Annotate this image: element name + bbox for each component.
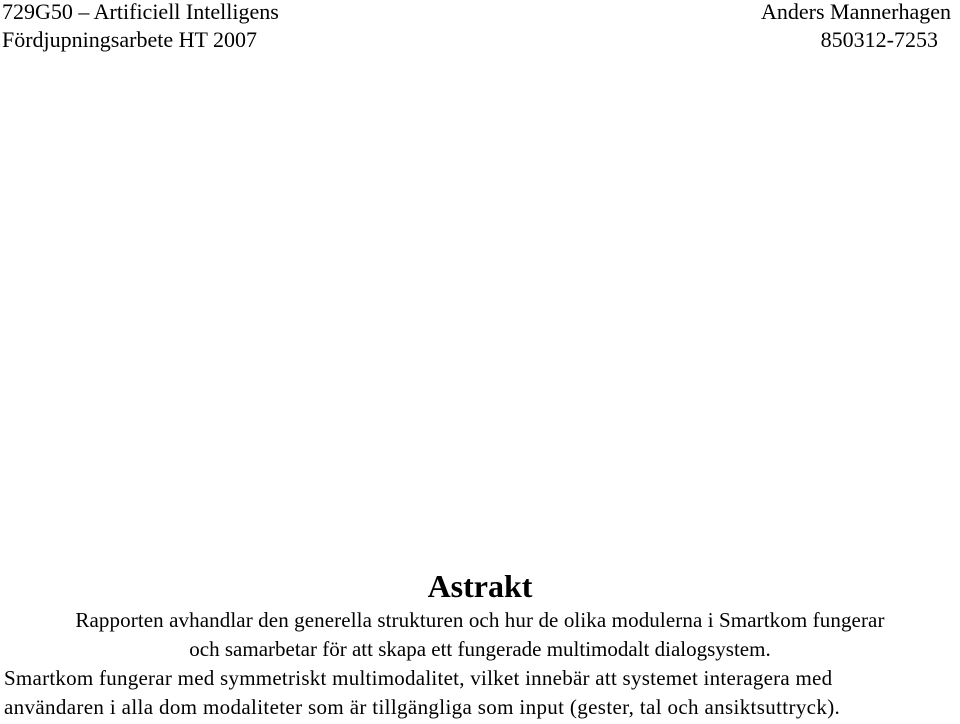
assignment-title: Fördjupningsarbete HT 2007: [2, 27, 258, 52]
header-row-top: [0, 0, 960, 26]
student-id: 850312-7253: [820, 27, 938, 52]
abstract-line: Rapporten avhandlar den generella strukturen och hur de olika modulerna i Smartkom fungerar: [75, 608, 885, 632]
abstract-text: [0, 606, 960, 722]
abstract-line: och samarbetar för att skapa ett fungerade multimodalt dialogsystem.: [189, 637, 771, 661]
course-title: 729G50 – Artificiell Intelligens: [2, 0, 279, 24]
abstract-line: användaren i alla dom modaliteter som är tillgängliga som input (gester, tal och ansiktsuttryck).: [4, 695, 841, 719]
abstract-line: Smartkom fungerar med symmetriskt multimodalitet, vilket innebär att systemet interagera med: [4, 666, 833, 690]
page-header: [0, 0, 960, 56]
header-row-bottom: [0, 26, 960, 54]
abstract-heading: Astrakt: [427, 568, 533, 604]
author-name: Anders Mannerhagen: [761, 0, 951, 24]
